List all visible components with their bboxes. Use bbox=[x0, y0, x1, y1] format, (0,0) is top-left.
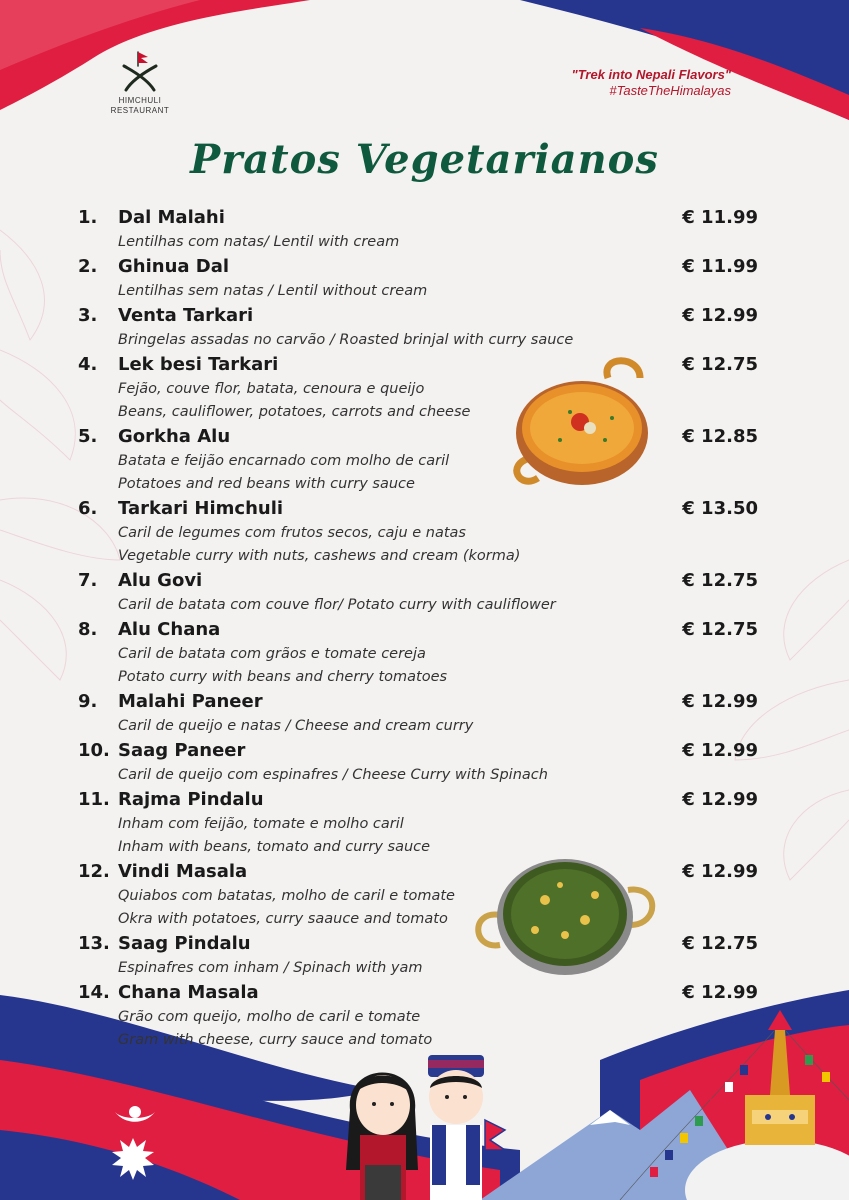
item-description: Fejão, couve flor, batata, cenoura e queijo bbox=[118, 381, 425, 397]
item-number: 4. bbox=[78, 354, 98, 375]
item-description: Caril de queijo com espinafres / Cheese Curry with Spinach bbox=[118, 767, 548, 783]
tagline: "Trek into Nepali Flavors" bbox=[571, 67, 731, 82]
menu-item bbox=[78, 303, 758, 352]
item-price: € 12.85 bbox=[682, 426, 758, 447]
item-name: Lek besi Tarkari bbox=[118, 354, 279, 375]
item-number: 11. bbox=[78, 789, 110, 810]
menu-item-row bbox=[78, 738, 758, 764]
item-price: € 12.99 bbox=[682, 789, 758, 810]
menu-item-row bbox=[78, 205, 758, 231]
item-number: 12. bbox=[78, 861, 110, 882]
menu-item-row bbox=[78, 859, 758, 885]
item-name: Tarkari Himchuli bbox=[118, 498, 284, 519]
item-price: € 13.50 bbox=[682, 498, 758, 519]
item-description: Batata e feijão encarnado com molho de caril bbox=[118, 453, 450, 469]
item-number: 6. bbox=[78, 498, 98, 519]
item-price: € 12.75 bbox=[682, 570, 758, 591]
logo-line-2: RESTAURANT bbox=[110, 106, 170, 115]
item-description: Inham com feijão, tomate e molho caril bbox=[118, 816, 404, 832]
item-price: € 12.75 bbox=[682, 354, 758, 375]
menu-item bbox=[78, 352, 758, 424]
menu-item bbox=[78, 496, 758, 568]
menu-item-row bbox=[78, 352, 758, 378]
item-number: 9. bbox=[78, 691, 98, 712]
item-number: 8. bbox=[78, 619, 98, 640]
item-description: Caril de legumes com frutos secos, caju e natas bbox=[118, 525, 466, 541]
menu-item bbox=[78, 738, 758, 787]
item-name: Venta Tarkari bbox=[118, 305, 254, 326]
item-price: € 11.99 bbox=[682, 256, 758, 277]
menu-item-row bbox=[78, 568, 758, 594]
item-description: Potatoes and red beans with curry sauce bbox=[118, 476, 415, 492]
menu-item bbox=[78, 689, 758, 738]
menu-item-row bbox=[78, 787, 758, 813]
menu-item-row bbox=[78, 931, 758, 957]
item-price: € 12.99 bbox=[682, 691, 758, 712]
item-description: Caril de queijo e natas / Cheese and cream curry bbox=[118, 718, 474, 734]
item-number: 14. bbox=[78, 982, 110, 1003]
item-name: Dal Malahi bbox=[118, 207, 225, 228]
item-description: Potato curry with beans and cherry tomatoes bbox=[118, 669, 448, 685]
item-name: Alu Chana bbox=[118, 619, 221, 640]
item-description: Lentilhas sem natas / Lentil without cream bbox=[118, 283, 428, 299]
item-description: Bringelas assadas no carvão / Roasted brinjal with curry sauce bbox=[118, 332, 574, 348]
item-number: 3. bbox=[78, 305, 98, 326]
item-price: € 12.99 bbox=[682, 305, 758, 326]
menu-item-row bbox=[78, 617, 758, 643]
item-description: Quiabos com batatas, molho de caril e tomate bbox=[118, 888, 455, 904]
menu-list bbox=[78, 205, 758, 1052]
menu-item-row bbox=[78, 689, 758, 715]
menu-item-row bbox=[78, 980, 758, 1006]
item-price: € 12.99 bbox=[682, 740, 758, 761]
menu-item bbox=[78, 931, 758, 980]
hashtag: #TasteTheHimalayas bbox=[609, 83, 731, 98]
item-name: Saag Paneer bbox=[118, 740, 246, 761]
item-price: € 12.99 bbox=[682, 861, 758, 882]
item-description: Lentilhas com natas/ Lentil with cream bbox=[118, 234, 400, 250]
menu-item bbox=[78, 617, 758, 689]
item-number: 13. bbox=[78, 933, 110, 954]
menu-item-row bbox=[78, 303, 758, 329]
item-description: Gram with cheese, curry sauce and tomato bbox=[118, 1032, 433, 1048]
item-name: Chana Masala bbox=[118, 982, 259, 1003]
item-price: € 11.99 bbox=[682, 207, 758, 228]
item-name: Rajma Pindalu bbox=[118, 789, 264, 810]
item-name: Ghinua Dal bbox=[118, 256, 230, 277]
restaurant-logo bbox=[100, 96, 180, 116]
menu-item bbox=[78, 254, 758, 303]
item-description: Espinafres com inham / Spinach with yam bbox=[118, 960, 423, 976]
item-price: € 12.75 bbox=[682, 619, 758, 640]
item-price: € 12.99 bbox=[682, 982, 758, 1003]
item-description: Caril de batata com couve flor/ Potato curry with cauliflower bbox=[118, 597, 556, 613]
menu-item-row bbox=[78, 496, 758, 522]
menu-item bbox=[78, 568, 758, 617]
item-description: Grão com queijo, molho de caril e tomate bbox=[118, 1009, 421, 1025]
item-name: Saag Pindalu bbox=[118, 933, 251, 954]
tagline-block bbox=[572, 67, 731, 99]
item-description: Inham with beans, tomato and curry sauce bbox=[118, 839, 431, 855]
item-name: Gorkha Alu bbox=[118, 426, 231, 447]
item-name: Malahi Paneer bbox=[118, 691, 263, 712]
item-number: 2. bbox=[78, 256, 98, 277]
item-number: 5. bbox=[78, 426, 98, 447]
item-price: € 12.75 bbox=[682, 933, 758, 954]
logo-line-1: HIMCHULI bbox=[118, 96, 162, 105]
menu-item bbox=[78, 980, 758, 1052]
menu-item bbox=[78, 859, 758, 931]
menu-item bbox=[78, 205, 758, 254]
item-description: Beans, cauliflower, potatoes, carrots and cheese bbox=[118, 404, 471, 420]
menu-item-row bbox=[78, 254, 758, 280]
item-description: Vegetable curry with nuts, cashews and cream (korma) bbox=[118, 548, 521, 564]
item-name: Vindi Masala bbox=[118, 861, 248, 882]
item-number: 10. bbox=[78, 740, 110, 761]
item-number: 1. bbox=[78, 207, 98, 228]
item-description: Caril de batata com grãos e tomate cereja bbox=[118, 646, 426, 662]
item-name: Alu Govi bbox=[118, 570, 203, 591]
menu-item bbox=[78, 787, 758, 859]
menu-item-row bbox=[78, 424, 758, 450]
item-description: Okra with potatoes, curry saauce and tomato bbox=[118, 911, 448, 927]
item-number: 7. bbox=[78, 570, 98, 591]
menu-item bbox=[78, 424, 758, 496]
page-title: Pratos Vegetarianos bbox=[190, 136, 659, 183]
